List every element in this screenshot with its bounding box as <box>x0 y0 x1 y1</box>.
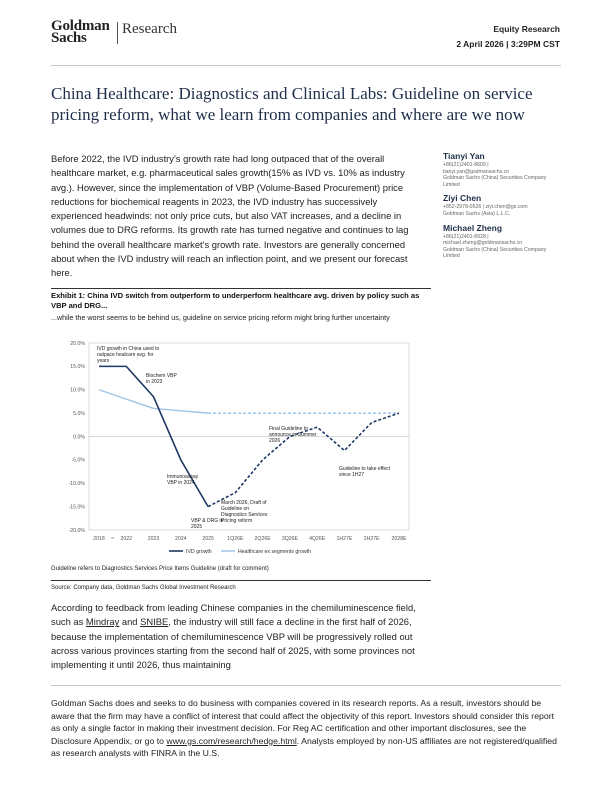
y-tick-label: -5.0% <box>71 457 85 464</box>
disclaimer-divider <box>51 685 561 686</box>
author-phone[interactable]: +852-2978-0526 | ziyi.chen@gs.com <box>443 204 528 211</box>
annotation-guideline-effect: since 1H27 <box>339 472 365 478</box>
author-firm: Goldman Sachs (China) Securities Company Limited <box>443 175 547 188</box>
annotation-outpace: outpace healcare avg. for <box>97 352 154 358</box>
snibe-link[interactable]: SNIBE <box>140 616 169 628</box>
mindray-link[interactable]: Mindray <box>85 616 120 628</box>
x-tick-label: 2H27E <box>363 536 380 542</box>
disclaimer: Goldman Sachs does and seeks to do business with companies covered in its research reports. As a result, investors should be aware that the firm may have a conflict of interest that could affect the objectivity of this report. Investors should consider this report as only a single factor in making their investment decision. For Reg AC certification and other important disclosures, see the Disclosure Appendix, or go to www.gs.com/research/hedge.html. Analysts employed by non-US affiliates are not registered/qualified as research analysts with FINRA in the U.S. <box>51 698 557 759</box>
author-card <box>443 151 561 188</box>
legend-label-healthcare: Healthcare ex segments growth <box>238 548 311 555</box>
annotation-outpace: years <box>97 358 110 364</box>
ivd-growth-chart <box>51 335 431 560</box>
y-tick-label: -15.0% <box>68 504 85 511</box>
x-tick-label: 1H27E <box>336 536 353 542</box>
author-firm: Goldman Sachs (Asia) L.L.C. <box>443 210 511 217</box>
annotation-vbp-drg: VBP & DRG in <box>191 518 224 524</box>
y-tick-label: 10.0% <box>70 387 85 394</box>
x-tick-label: 2024 <box>175 536 187 542</box>
exhibit-title: Exhibit 1: China IVD switch from outperform to underperform healthcare avg. driven by policy such as VBP and DRG... <box>51 291 420 310</box>
x-tick-label: 2023 <box>147 536 160 542</box>
x-tick-label: 4Q26E <box>309 536 326 542</box>
annotation-final-guideline: 2026 <box>269 438 281 444</box>
annotation-draft-guideline: Diagnostics Services <box>221 512 268 518</box>
goldman-sachs-logo <box>51 20 186 50</box>
healthcare-growth-line <box>99 390 208 413</box>
y-tick-label: 0.0% <box>73 434 85 441</box>
x-tick-label: 2Q26E <box>254 536 271 542</box>
author-phone: +86(21)2401-8928 | <box>443 233 489 240</box>
annotation-final-guideline: announce in Summer <box>269 432 317 438</box>
x-tick-label: 2022 <box>120 536 133 542</box>
author-list <box>443 151 561 265</box>
logo-divider <box>117 22 118 44</box>
intro-paragraph: Before 2022, the IVD industry's growth rate had long outpaced that of the overall healthcare market, e.g. pharmaceutical sales growth(15% as IVD vs. 10% as industry avg.). However, since the implementation of VBP (Volume-Based Procurement) price reductions for biochemical reagents in 2023, the IVD industry has successively experienced headwinds: not only price cuts, but also VAT increases, and a decline in volumes due to DRG reforms. Its growth rate has turned negative and continues to lag behind the overall healthcare market's growth rate. Investors are generally concerned about when the IVD industry will reach an inflection point, and we present our forecast here. <box>51 153 409 279</box>
author-phone: +86(21)2401-8609 | <box>443 162 489 168</box>
annotation-immunoassay-vbp: Immunoassay <box>167 474 199 480</box>
y-tick-label: -10.0% <box>68 481 85 488</box>
annotation-biochem-vbp: in 2023 <box>146 379 163 385</box>
author-firm: Goldman Sachs (China) Securities Company Limited <box>443 246 547 260</box>
annotation-guideline-effect: Guideline to take effect <box>339 466 391 472</box>
author-email[interactable]: tianyi.yan@gsdmansachs.cn <box>443 168 510 175</box>
x-tick-label: 3Q26E <box>281 536 298 542</box>
annotation-draft-guideline: Guideline on <box>221 506 250 512</box>
x-tick-label: 2025 <box>202 536 214 542</box>
report-date: 2 April 2026 | 3:29PM CST <box>456 39 560 49</box>
author-name: Michael Zheng <box>443 222 503 233</box>
report-title: China Healthcare: Diagnostics and Clinical Labs: Guideline on service pricing reform, what we learn from companies and where are we now <box>51 84 533 124</box>
author-card <box>443 193 561 217</box>
header-divider <box>51 65 561 66</box>
logo-research-label: Research <box>122 21 177 37</box>
author-card <box>443 223 561 260</box>
annotation-draft-guideline: March 2026, Draft of <box>221 500 267 506</box>
annotation-final-guideline: Final Guideline to <box>269 426 308 432</box>
exhibit-top-rule <box>51 288 431 289</box>
y-tick-label: 15.0% <box>70 364 85 371</box>
legend-label-ivd: IVD growth <box>186 548 212 555</box>
author-name: Tianyi Yan <box>443 151 485 161</box>
y-tick-label: 20.0% <box>70 340 85 347</box>
exhibit-source: Source: Company data, Goldman Sachs Global Investment Research <box>51 585 236 591</box>
x-tick-label: 1Q26E <box>227 536 244 542</box>
annotation-immunoassay-vbp: VBP in 2024 <box>167 480 195 486</box>
hedge-link[interactable]: www.gs.com/research/hedge.html <box>166 735 297 746</box>
annotation-draft-guideline: Pricing reform <box>221 518 253 524</box>
y-tick-label: 5.0% <box>73 410 85 417</box>
y-tick-label: -20.0% <box>68 527 85 534</box>
report-type: Equity Research <box>493 24 560 34</box>
annotation-outpace: IVD growth in China used to <box>97 346 160 352</box>
x-tick-label: 2028E <box>391 536 407 542</box>
author-name: Ziyi Chen <box>443 193 482 204</box>
x-tick-label: 2018 <box>93 536 105 542</box>
author-email[interactable]: michael.zheng@goldmansachs.cn <box>443 240 523 247</box>
body-paragraph: According to feedback from leading Chinese companies in the chemiluminescence field, such as Mindray and SNIBE, the industry will still face a decline in the first half of 2026, because the implementation of chemiluminescence VBP will be progressively rolled out across various provinces starting from the second half of 2025, with some provinces not implementing it until 2026, thus maintaining <box>51 602 416 671</box>
header-meta <box>456 22 560 52</box>
exhibit-subtitle: ...while the worst seems to be behind us, guideline on service pricing reform might bring further uncertainty <box>51 313 390 322</box>
exhibit-caption: Guideline refers to Diagnostics Services Price Items Guideline (draft for comment) <box>51 566 269 572</box>
exhibit-bottom-rule <box>51 580 431 581</box>
logo-wordmark: Goldman Sachs <box>51 18 110 46</box>
annotation-vbp-drg: 2025 <box>191 524 203 530</box>
annotation-biochem-vbp: Biochem VBP <box>146 373 177 379</box>
